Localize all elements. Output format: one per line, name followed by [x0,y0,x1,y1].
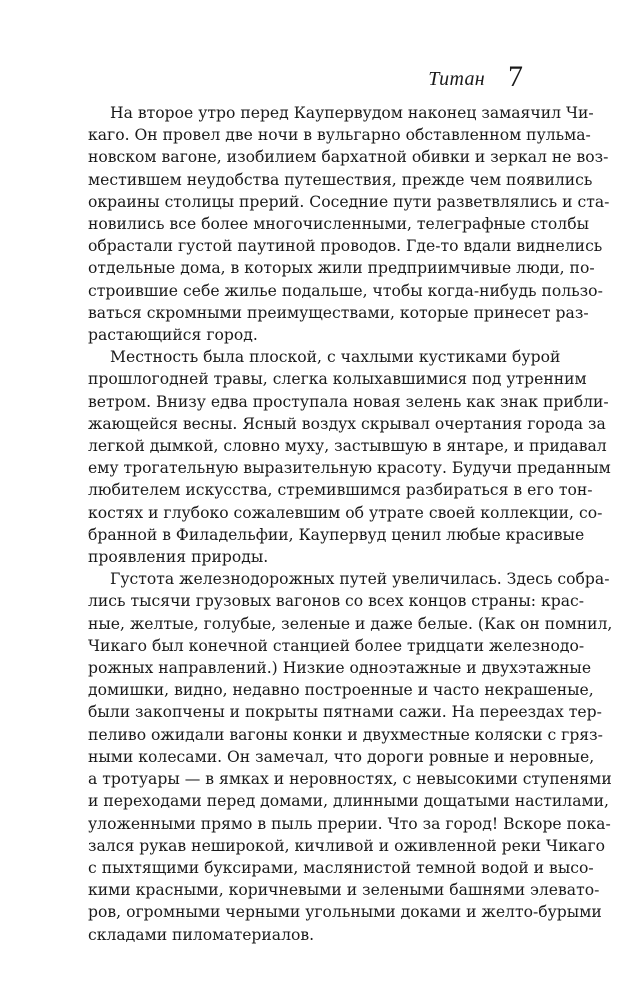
text-line: с пыхтящими буксирами, маслянистой темной водой и высо- [88,858,594,877]
text-line: каго. Он провел две ночи в вульгарно обставленном пульма- [88,126,591,145]
text-line: бранной в Филадельфии, Каупервуд ценил любые красивые [88,525,585,544]
text-line: Густота железнодорожных путей увеличилась. Здесь собра- [110,570,610,589]
text-line: растающийся город. [88,326,258,345]
text-line: ров, огромными черными угольными доками и желто-бурыми [88,903,602,922]
text-line: легкой дымкой, словно муху, застывшую в янтаре, и придавал [88,437,607,456]
paragraph [88,568,613,945]
text-line: Местность была плоской, с чахлыми кустиками бурой [110,348,561,367]
text-line: новском вагоне, изобилием бархатной обивки и зеркал не воз- [88,148,609,167]
text-line: и переходами перед домами, длинными дощатыми настилами, [88,792,609,811]
text-line: отдельные дома, в которых жили предприимчивые люди, по- [88,259,595,278]
text-line: строившие себе жилье подальше, чтобы когда-нибудь пользо- [88,281,603,300]
page-header [88,62,525,92]
body-text [88,102,613,946]
text-line: ему трогательную выразительную красоту. Будучи преданным [88,459,611,478]
text-line: ными колесами. Он замечал, что дороги ровные и неровные, [88,747,595,766]
text-line: лись тысячи грузовых вагонов со всех концов страны: крас- [88,592,584,611]
paragraph [88,102,610,346]
text-line: рожных направлений.) Низкие одноэтажные и двухэтажные [88,659,592,678]
text-line: домишки, видно, недавно построенные и часто некрашеные, [88,681,594,700]
text-line: складами пиломатериалов. [88,925,315,944]
text-line: ваться скромными преимуществами, которые принесет раз- [88,303,589,322]
text-line: любителем искусства, стремившимся разбираться в его тон- [88,481,593,500]
text-line: новились все более многочисленными, телеграфные столбы [88,215,589,234]
text-line: уложенными прямо в пыль прерии. Что за город! Вскоре пока- [88,814,611,833]
paragraph [88,346,611,568]
text-line: ные, желтые, голубые, зеленые и даже белые. (Как он помнил, [88,614,613,633]
running-title: Титан [428,68,485,90]
text-line: Чикаго был конечной станцией более тридцати железнодо- [88,636,585,655]
text-line: окраины столицы прерий. Соседние пути разветвлялись и ста- [88,192,610,211]
text-line: зался рукав неширокой, кичливой и оживленной реки Чикаго [88,836,606,855]
text-line: местившем неудобства путешествия, прежде чем появились [88,170,593,189]
text-line: проявления природы. [88,548,269,567]
text-line: обрастали густой паутиной проводов. Где-то вдали виднелись [88,237,603,256]
page-number: 7 [508,60,523,93]
text-line: ветром. Внизу едва проступала новая зелень как знак прибли- [88,392,609,411]
text-line: пеливо ожидали вагоны конки и двухместные коляски с гряз- [88,725,603,744]
text-line: прошлогодней травы, слегка колыхавшимися под утренним [88,370,587,389]
text-line: кими красными, коричневыми и зелеными башнями элевато- [88,881,600,900]
text-line: жающейся весны. Ясный воздух скрывал очертания города за [88,414,606,433]
text-line: а тротуары — в ямках и неровностях, с невысокими ступенями [88,770,612,789]
text-line: На второе утро перед Каупервудом наконец замаячил Чи- [110,104,594,122]
text-line: костях и глубоко сожалевшим об утрате своей коллекции, со- [88,503,603,522]
text-line: были закопчены и покрыты пятнами сажи. На переездах тер- [88,703,602,722]
